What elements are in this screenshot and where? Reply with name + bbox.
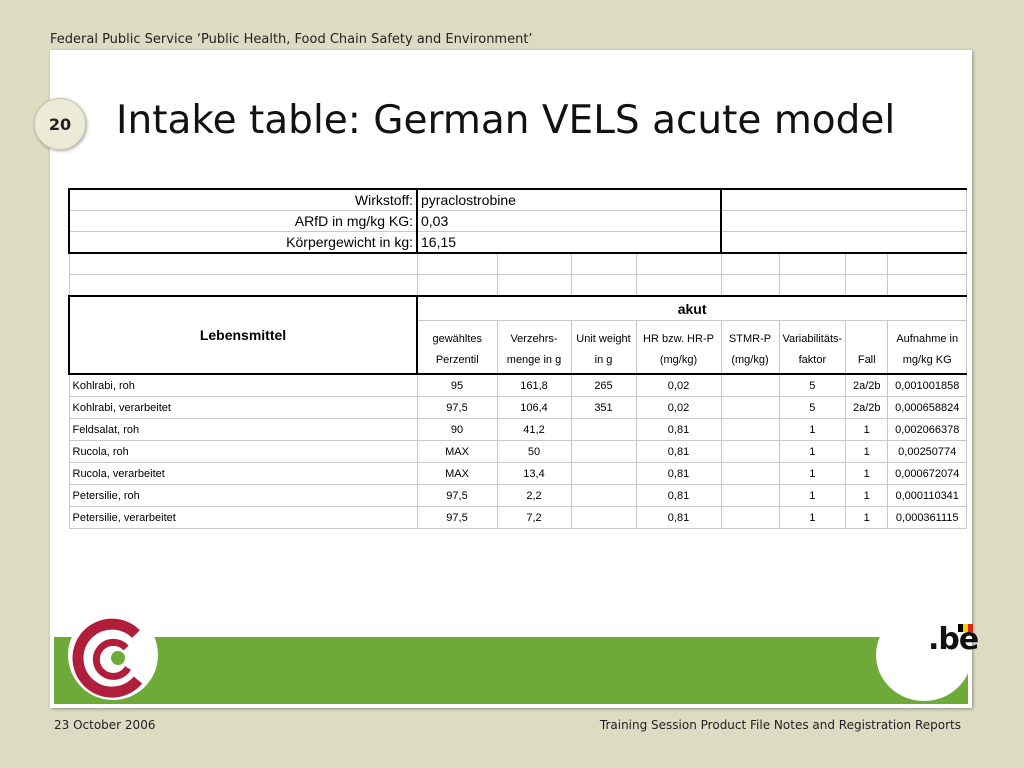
table-cell: 97,5 (417, 397, 497, 419)
table-cell: 0,000361115 (888, 507, 967, 529)
footer-date: 23 October 2006 (54, 718, 156, 732)
table-cell: 1 (846, 463, 888, 485)
info-value: pyraclostrobine (417, 189, 721, 211)
blank-cell (497, 275, 571, 297)
column-header-line: STMR-P (728, 333, 772, 345)
info-label: Körpergewicht in kg: (69, 232, 417, 254)
table-cell: 265 (571, 374, 636, 397)
column-header (888, 321, 967, 375)
table-cell (721, 507, 779, 529)
column-header (779, 321, 846, 375)
column-header-line: menge in g (506, 354, 562, 366)
slide-number-badge: 20 (34, 98, 86, 150)
blank-cell (888, 275, 967, 297)
table-row (69, 507, 967, 529)
food-name: Rucola, verarbeitet (69, 463, 417, 485)
info-value: 0,03 (417, 211, 721, 232)
table-cell: 1 (846, 507, 888, 529)
table-row (69, 485, 967, 507)
table-cell: 1 (779, 507, 846, 529)
blank-cell (497, 253, 571, 275)
header-akut: akut (417, 296, 967, 321)
blank-cell (721, 253, 779, 275)
table-cell: 0,81 (636, 463, 721, 485)
table-cell: 0,81 (636, 419, 721, 441)
column-header-line: mg/kg KG (902, 354, 952, 366)
food-name: Kohlrabi, roh (69, 374, 417, 397)
table-cell: 2,2 (497, 485, 571, 507)
header-lebensmittel: Lebensmittel (69, 296, 417, 374)
food-name: Petersilie, roh (69, 485, 417, 507)
table-row (69, 463, 967, 485)
blank-cell (846, 275, 888, 297)
table-cell (571, 507, 636, 529)
table-row (69, 441, 967, 463)
blank-cell (636, 275, 721, 297)
table-cell: 0,81 (636, 485, 721, 507)
table-cell: 1 (779, 441, 846, 463)
blank-cell (69, 275, 417, 297)
fps-logo-icon (68, 610, 158, 700)
table-cell: 2a/2b (846, 374, 888, 397)
footer-band (54, 637, 968, 704)
be-logo: .be (928, 622, 979, 657)
blank-cell (846, 253, 888, 275)
food-name: Petersilie, verarbeitet (69, 507, 417, 529)
table-cell (721, 397, 779, 419)
table-cell: 0,000658824 (888, 397, 967, 419)
info-label: ARfD in mg/kg KG: (69, 211, 417, 232)
table-cell: 0,81 (636, 441, 721, 463)
table-cell: MAX (417, 441, 497, 463)
footer-session: Training Session Product File Notes and Registration Reports (599, 718, 961, 732)
table-cell: 5 (779, 397, 846, 419)
table-cell: 2a/2b (846, 397, 888, 419)
column-header-line: faktor (798, 354, 827, 366)
info-empty (721, 211, 967, 232)
blank-cell (69, 253, 417, 275)
info-value: 16,15 (417, 232, 721, 254)
table-cell (721, 419, 779, 441)
column-header-line: (mg/kg) (659, 354, 698, 366)
table-cell (571, 441, 636, 463)
table-cell: 95 (417, 374, 497, 397)
column-header-line: HR bzw. HR-P (643, 333, 714, 345)
table-cell (571, 485, 636, 507)
column-header (721, 321, 779, 375)
table-cell: 0,02 (636, 397, 721, 419)
table-cell: 0,00250774 (888, 441, 967, 463)
column-header-line: Unit weight (576, 333, 631, 345)
info-row (69, 189, 967, 211)
column-header-line (849, 329, 884, 350)
column-header-line: Fall (857, 354, 876, 366)
organization-name: Federal Public Service ‘Public Health, Food Chain Safety and Environment’ (50, 32, 533, 47)
column-header-line: gewähltes (432, 333, 483, 345)
column-header (497, 321, 571, 375)
table-cell: 1 (779, 419, 846, 441)
blank-cell (721, 275, 779, 297)
table-cell (721, 441, 779, 463)
table-cell (571, 419, 636, 441)
table-cell (721, 463, 779, 485)
info-label: Wirkstoff: (69, 189, 417, 211)
blank-cell (417, 275, 497, 297)
table-cell (721, 485, 779, 507)
info-empty (721, 189, 967, 211)
column-header (571, 321, 636, 375)
table-cell: 97,5 (417, 507, 497, 529)
table-cell: 0,02 (636, 374, 721, 397)
table-cell: 1 (846, 419, 888, 441)
column-header-line: (mg/kg) (731, 354, 769, 366)
table-cell: 5 (779, 374, 846, 397)
fps-logo (68, 610, 158, 700)
column-header-line: in g (594, 354, 613, 366)
table-cell: MAX (417, 463, 497, 485)
table-row (69, 419, 967, 441)
slide-title: Intake table: German VELS acute model (116, 98, 896, 143)
column-header (846, 321, 888, 375)
table-cell: 1 (779, 485, 846, 507)
table-cell: 7,2 (497, 507, 571, 529)
blank-cell (779, 275, 846, 297)
info-row (69, 211, 967, 232)
column-header-line: Aufnahme in (896, 333, 959, 345)
info-empty (721, 232, 967, 254)
table-cell: 90 (417, 419, 497, 441)
blank-cell (888, 253, 967, 275)
food-name: Rucola, roh (69, 441, 417, 463)
table-cell: 13,4 (497, 463, 571, 485)
column-header (417, 321, 497, 375)
table-cell: 106,4 (497, 397, 571, 419)
blank-cell (636, 253, 721, 275)
table-cell: 1 (846, 485, 888, 507)
table-cell: 0,000672074 (888, 463, 967, 485)
blank-cell (417, 253, 497, 275)
table-row (69, 397, 967, 419)
table-cell: 351 (571, 397, 636, 419)
table-cell: 0,81 (636, 507, 721, 529)
table-cell: 1 (846, 441, 888, 463)
table-cell: 161,8 (497, 374, 571, 397)
blank-row (69, 275, 967, 297)
info-row (69, 232, 967, 254)
table-cell: 0,000110341 (888, 485, 967, 507)
blank-cell (571, 253, 636, 275)
food-name: Kohlrabi, verarbeitet (69, 397, 417, 419)
table-cell: 0,001001858 (888, 374, 967, 397)
column-header-line: Perzentil (435, 354, 479, 366)
table-cell: 1 (779, 463, 846, 485)
table-cell: 0,002066378 (888, 419, 967, 441)
header-row (69, 296, 967, 321)
blank-cell (571, 275, 636, 297)
intake-table (68, 188, 967, 529)
table-cell (571, 463, 636, 485)
slide (50, 50, 979, 708)
table-row (69, 374, 967, 397)
column-header (636, 321, 721, 375)
blank-row (69, 253, 967, 275)
food-name: Feldsalat, roh (69, 419, 417, 441)
table-cell: 50 (497, 441, 571, 463)
table-cell: 41,2 (497, 419, 571, 441)
column-header-line: Variabilitäts- (782, 333, 843, 345)
column-header-line: Verzehrs- (510, 333, 558, 345)
table-cell: 97,5 (417, 485, 497, 507)
table-cell (721, 374, 779, 397)
blank-cell (779, 253, 846, 275)
